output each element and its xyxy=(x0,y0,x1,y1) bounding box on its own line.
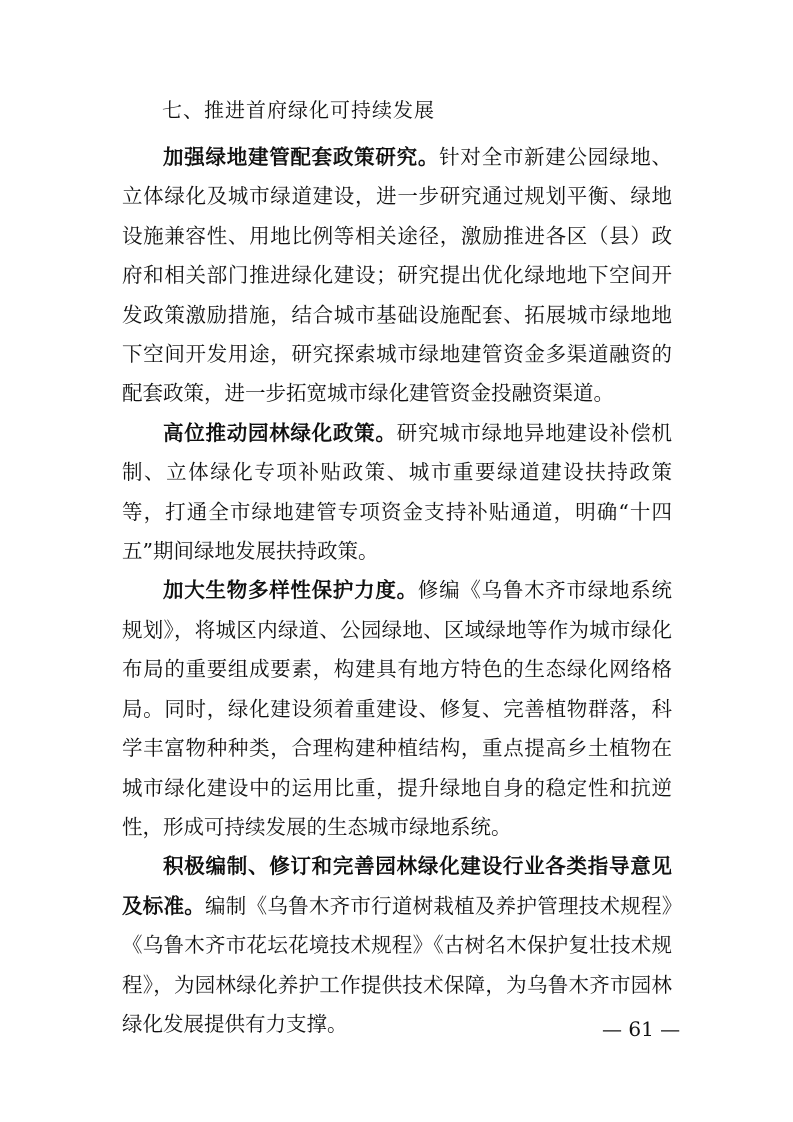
paragraph-lead: 加强绿地建管配套政策研究。 xyxy=(163,145,440,169)
paragraph-lead: 加大生物多样性保护力度。 xyxy=(163,578,418,603)
paragraph-4 xyxy=(122,847,672,1044)
paragraph-3 xyxy=(122,571,672,847)
paragraph-text: 修编《乌鲁木齐市绿地系统规划》，将城区内绿道、公园绿地、区域绿地等作为城市绿化布局的重要组成要素，构建具有地方特色的生态绿化网络格局。同时，绿化建设须着重建设、修复、完善植物群落，科学丰富物种种类，合理构建种植结构，重点提高乡土植物在城市绿化建设中的运用比重，提升绿地自身的稳定性和抗逆性，形成可持续发展的生态城市绿地系统。 xyxy=(122,578,673,839)
paragraph-lead: 高位推动园林绿化政策。 xyxy=(163,420,397,445)
document-body xyxy=(122,138,672,1044)
paragraph-2 xyxy=(122,414,672,572)
section-heading: 七、推进首府绿化可持续发展 xyxy=(162,98,435,122)
paragraph-lead: 积极编制、修订和完善园林绿化建设行业各类指导意见及标准。 xyxy=(122,854,672,918)
paragraph-text: 编制《乌鲁木齐市行道树栽植及养护管理技术规程》《乌鲁木齐市花坛花境技术规程》《古树名木保护复壮技术规程》，为园林绿化养护工作提供技术保障，为乌鲁木齐市园林绿化发展提供有力支撑。 xyxy=(122,893,673,1036)
paragraph-text: 针对全市新建公园绿地、立体绿化及城市绿道建设，进一步研究通过规划平衡、绿地设施兼容性、用地比例等相关途径，激励推进各区（县）政府和相关部门推进绿化建设；研究提出优化绿地地下空间开发政策激励措施，结合城市基础设施配套、拓展城市绿地地下空间开发用途，研究探索城市绿地建管资金多渠道融资的配套政策，进一步拓宽城市绿化建管资金投融资渠道。 xyxy=(122,145,673,406)
paragraph-text: 研究城市绿地异地建设补偿机制、立体绿化专项补贴政策、城市重要绿道建设扶持政策等，打通全市绿地建管专项资金支持补贴通道，明确“十四五”期间绿地发展扶持政策。 xyxy=(122,420,673,564)
page-number: — 61 — xyxy=(602,1017,681,1041)
paragraph-1 xyxy=(122,138,672,414)
